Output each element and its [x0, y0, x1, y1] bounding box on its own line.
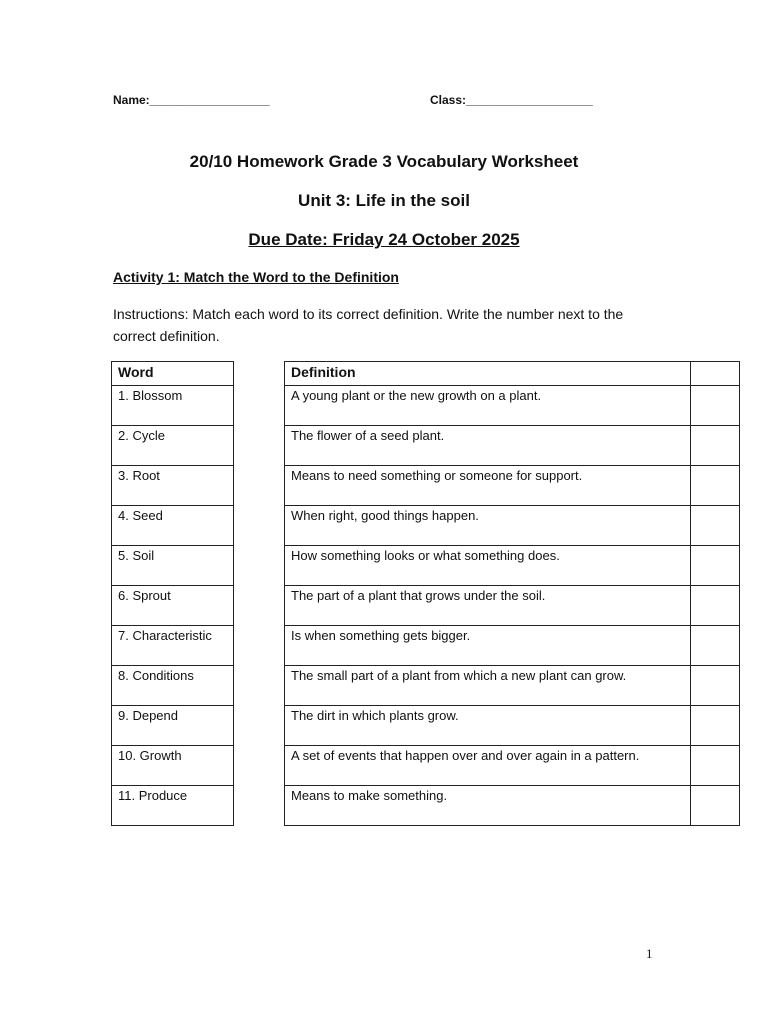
word-column-header: Word [112, 362, 234, 386]
name-field: Name:__________________ [113, 93, 270, 107]
word-cell: 9. Depend [112, 706, 234, 746]
word-cell: 3. Root [112, 466, 234, 506]
definition-cell: Means to need something or someone for support. [285, 466, 691, 506]
answer-cell[interactable] [691, 506, 740, 546]
answer-cell[interactable] [691, 386, 740, 426]
definition-cell: The small part of a plant from which a new plant can grow. [285, 666, 691, 706]
definition-cell: A young plant or the new growth on a plant. [285, 386, 691, 426]
definition-cell: Is when something gets bigger. [285, 626, 691, 666]
answer-cell[interactable] [691, 586, 740, 626]
word-cell: 8. Conditions [112, 666, 234, 706]
page-number: 1 [646, 946, 653, 961]
word-cell: 4. Seed [112, 506, 234, 546]
word-cell: 1. Blossom [112, 386, 234, 426]
answer-cell[interactable] [691, 706, 740, 746]
answer-cell[interactable] [691, 546, 740, 586]
worksheet-title: 20/10 Homework Grade 3 Vocabulary Worksheet [189, 152, 579, 171]
definition-cell: The flower of a seed plant. [285, 426, 691, 466]
answer-column-header [691, 362, 740, 386]
answer-cell[interactable] [691, 666, 740, 706]
word-cell: 7. Characteristic [112, 626, 234, 666]
answer-cell[interactable] [691, 426, 740, 466]
answer-cell[interactable] [691, 746, 740, 786]
word-cell: 10. Growth [112, 746, 234, 786]
definition-cell: How something looks or what something does. [285, 546, 691, 586]
answer-cell[interactable] [691, 466, 740, 506]
unit-title: Unit 3: Life in the soil [298, 191, 470, 210]
word-cell: 5. Soil [112, 546, 234, 586]
instructions: Instructions: Match each word to its correct definition. Write the number next to the correct definition. [113, 306, 624, 344]
activity-heading: Activity 1: Match the Word to the Definition [113, 269, 399, 285]
due-date: Due Date: Friday 24 October 2025 [248, 230, 520, 249]
class-field: Class:___________________ [430, 93, 593, 107]
definition-cell: A set of events that happen over and over again in a pattern. [285, 746, 691, 786]
definition-cell: The part of a plant that grows under the soil. [285, 586, 691, 626]
answer-cell[interactable] [691, 786, 740, 826]
answer-cell[interactable] [691, 626, 740, 666]
definition-cell: When right, good things happen. [285, 506, 691, 546]
definition-table [284, 361, 740, 826]
word-cell: 2. Cycle [112, 426, 234, 466]
word-table [111, 361, 234, 826]
definition-cell: The dirt in which plants grow. [285, 706, 691, 746]
definition-cell: Means to make something. [285, 786, 691, 826]
word-cell: 6. Sprout [112, 586, 234, 626]
definition-column-header: Definition [285, 362, 691, 386]
word-cell: 11. Produce [112, 786, 234, 826]
